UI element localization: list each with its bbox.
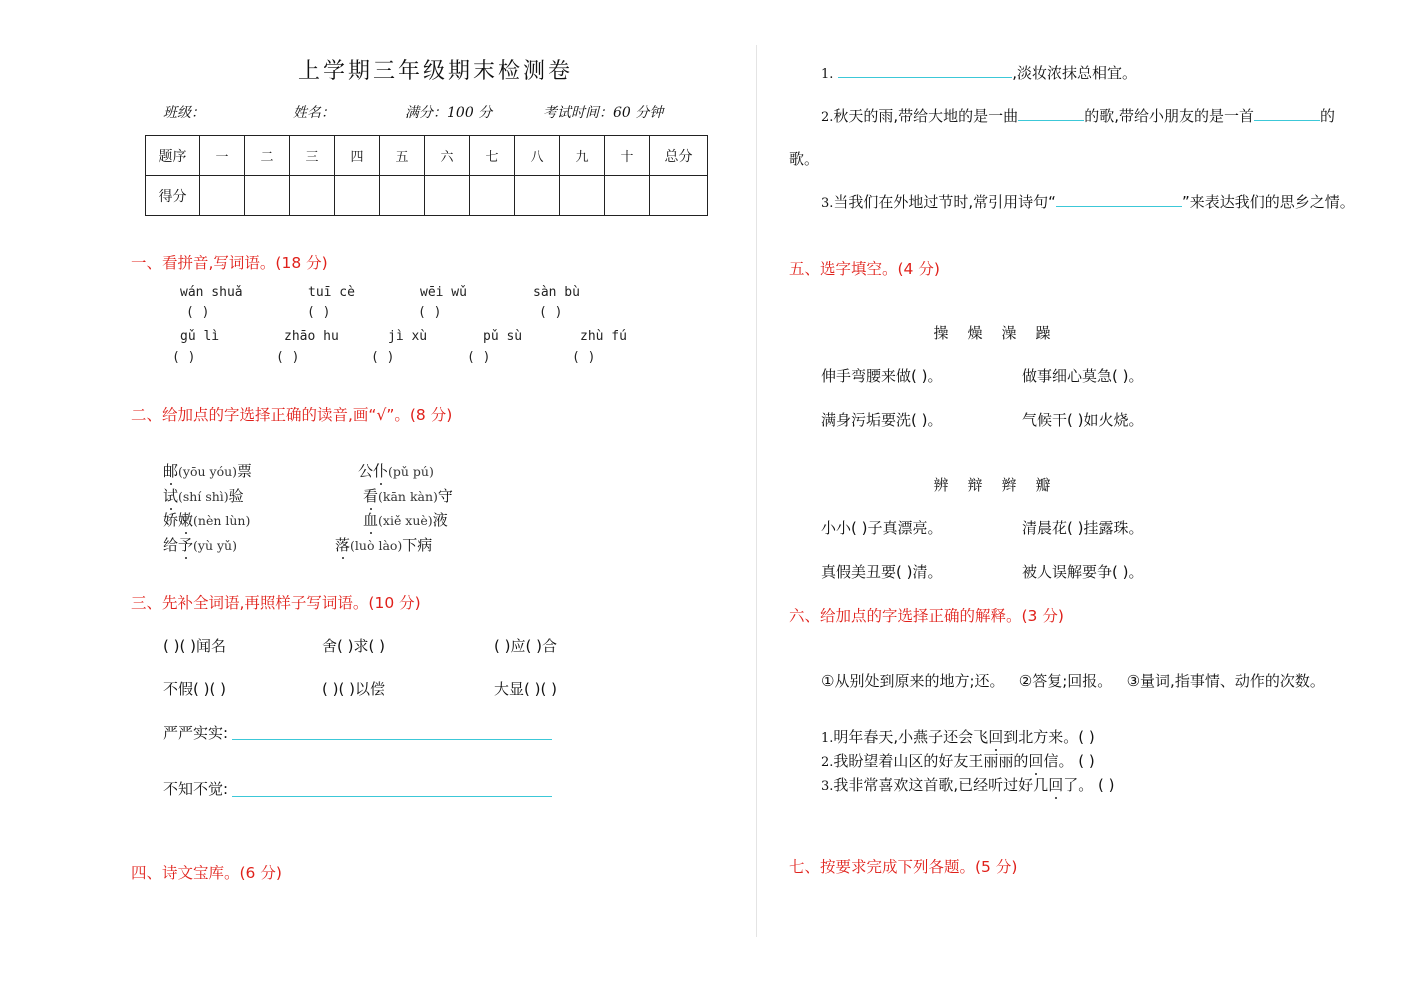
meaning-question-3: [821, 774, 1114, 795]
score-table-header-row: [146, 136, 708, 176]
question-text: 明年春天,小燕子还会飞: [833, 728, 989, 746]
idiom-fill[interactable]: ( )应( )合: [494, 637, 557, 655]
dotted-char: 试: [163, 487, 179, 505]
reading-item: [163, 460, 252, 481]
score-cell[interactable]: [605, 176, 650, 216]
score-cell[interactable]: [245, 176, 290, 216]
fill-item[interactable]: 小小( )子真漂亮。: [821, 519, 943, 537]
example-label: 严严实实:: [163, 724, 229, 742]
reading-suffix: 验: [228, 487, 244, 505]
full-score: 满分：100 分: [405, 105, 493, 121]
reading-options[interactable]: (yōu yóu): [178, 464, 238, 479]
dotted-char: 嫩: [178, 511, 194, 529]
answer-blank[interactable]: ( ): [276, 350, 300, 365]
answer-slot[interactable]: 到北方来。( ): [1003, 728, 1095, 746]
poem-question-3: [821, 191, 1355, 212]
section4-title: 四、诗文宝库。(6 分): [131, 864, 282, 882]
question-text: ”来表达我们的思乡之情。: [1181, 193, 1355, 211]
dotted-char: 落: [335, 536, 351, 554]
score-table-score-row: [146, 176, 708, 216]
reading-item: [363, 485, 453, 506]
table-column-7: 七: [470, 136, 515, 176]
question-number: 3.: [821, 779, 834, 794]
dotted-char: 血: [363, 511, 379, 529]
reading-item: [163, 485, 244, 506]
question-number: 1.: [821, 67, 834, 82]
idiom-fill[interactable]: 大显( )( ): [494, 680, 557, 698]
pinyin-item: pǔ sù: [483, 329, 523, 344]
idiom-fill[interactable]: 舍( )求( ): [322, 637, 385, 655]
pinyin-item: wēi wǔ: [420, 285, 467, 300]
question-text: 我盼望着山区的好友王丽丽的: [833, 752, 1029, 770]
pinyin-item: wán shuǎ: [180, 285, 243, 300]
reading-options[interactable]: (yù yǔ): [193, 538, 237, 553]
answer-blank[interactable]: ( ): [307, 305, 331, 320]
pinyin-item: tuī cè: [308, 285, 355, 300]
section6-title: 六、给加点的字选择正确的解释。(3 分): [789, 607, 1064, 625]
poem-question-2: [821, 105, 1335, 126]
question-text: 的歌,带给小朋友的是一首: [1084, 107, 1254, 125]
choice-char: 瓣: [1035, 476, 1051, 494]
reading-options[interactable]: (shí shì): [178, 489, 229, 504]
choice-char: 辫: [1001, 476, 1017, 494]
score-cell[interactable]: [425, 176, 470, 216]
pinyin-item: sàn bù: [533, 285, 580, 300]
dotted-char: 回: [988, 728, 1004, 746]
answer-slot[interactable]: 信。 ( ): [1043, 752, 1095, 770]
reading-item: [363, 509, 448, 530]
score-cell[interactable]: [560, 176, 605, 216]
question-text: 歌。: [789, 150, 820, 168]
choice-char: 操: [933, 324, 949, 342]
dotted-char: 仆: [373, 462, 389, 480]
reading-suffix: 守: [437, 487, 453, 505]
answer-blank[interactable]: ( ): [418, 305, 442, 320]
score-cell[interactable]: [335, 176, 380, 216]
definition-options: ①从别处到原来的地方;还。 ②答复;回报。 ③量词,指事情、动作的次数。: [821, 672, 1325, 690]
answer-blank[interactable]: ( ): [172, 350, 196, 365]
pinyin-item: gǔ lì: [180, 329, 220, 344]
exam-time: 考试时间：60 分钟: [543, 105, 664, 121]
fill-item[interactable]: 真假美丑要( )清。: [821, 563, 943, 581]
score-cell[interactable]: [515, 176, 560, 216]
score-cell[interactable]: [290, 176, 335, 216]
score-table: [145, 135, 708, 216]
table-column-4: 四: [335, 136, 380, 176]
meaning-question-2: [821, 750, 1095, 771]
answer-blank[interactable]: [1056, 192, 1182, 207]
reading-item: [335, 534, 432, 555]
question-text: 我非常喜欢这首歌,已经听过好几: [833, 776, 1049, 794]
total-score-cell[interactable]: [650, 176, 708, 216]
answer-blank[interactable]: ( ): [371, 350, 395, 365]
section2-title: 二、给加点的字选择正确的读音,画“√”。(8 分): [131, 406, 453, 424]
table-score-label: 得分: [146, 176, 200, 216]
answer-blank[interactable]: ( ): [186, 305, 210, 320]
table-header-cell: 题序: [146, 136, 200, 176]
class-label: 班级：: [163, 105, 205, 121]
idiom-fill[interactable]: ( )( )以偿: [322, 680, 385, 698]
plain-char: 娇: [163, 511, 179, 529]
reading-suffix: 液: [432, 511, 448, 529]
answer-line[interactable]: [232, 796, 552, 797]
fill-item[interactable]: 清晨花( )挂露珠。: [1022, 519, 1144, 537]
answer-blank[interactable]: [838, 63, 1012, 78]
question-number: 2.: [821, 110, 834, 125]
table-column-1: 一: [200, 136, 245, 176]
question-text: ,淡妆浓抹总相宜。: [1012, 64, 1137, 82]
answer-blank[interactable]: [1254, 106, 1320, 121]
plain-char: 给: [163, 536, 179, 554]
table-column-2: 二: [245, 136, 290, 176]
score-cell[interactable]: [200, 176, 245, 216]
answer-blank[interactable]: ( ): [467, 350, 491, 365]
reading-item: [163, 534, 237, 555]
dotted-char: 予: [178, 536, 194, 554]
score-cell[interactable]: [380, 176, 425, 216]
page-divider: [756, 45, 757, 937]
question-text: 当我们在外地过节时,常引用诗句“: [833, 193, 1056, 211]
pinyin-item: zhāo hu: [284, 329, 339, 344]
name-label: 姓名：: [293, 105, 335, 121]
fill-item[interactable]: 做事细心莫急( )。: [1022, 367, 1144, 385]
reading-suffix: 票: [237, 462, 253, 480]
reading-options[interactable]: (kān kàn): [378, 489, 438, 504]
idiom-fill[interactable]: 不假( )( ): [163, 680, 226, 698]
section1-title: 一、看拼音,写词语。(18 分): [131, 254, 328, 272]
choice-char: 澡: [1001, 324, 1017, 342]
example-label: 不知不觉:: [163, 780, 229, 798]
dotted-char: 回: [1048, 776, 1064, 794]
reading-item: [358, 460, 434, 481]
dotted-char: 邮: [163, 462, 179, 480]
table-column-5: 五: [380, 136, 425, 176]
poem-question-1: [821, 62, 1137, 83]
fill-item[interactable]: 满身污垢要洗( )。: [821, 411, 943, 429]
reading-options[interactable]: (nèn lùn): [193, 513, 251, 528]
question-number: 2.: [821, 755, 834, 770]
table-column-3: 三: [290, 136, 335, 176]
score-cell[interactable]: [470, 176, 515, 216]
question-number: 3.: [821, 196, 834, 211]
dotted-char: 看: [363, 487, 379, 505]
fill-item[interactable]: 伸手弯腰来做( )。: [821, 367, 943, 385]
question-text: 秋天的雨,带给大地的是一曲: [833, 107, 1019, 125]
question-number: 1.: [821, 731, 834, 746]
answer-blank[interactable]: ( ): [539, 305, 563, 320]
answer-line[interactable]: [232, 739, 552, 740]
table-column-8: 八: [515, 136, 560, 176]
pinyin-item: jì xù: [388, 329, 428, 344]
char-choices-2: [924, 474, 1060, 495]
table-total-header: 总分: [650, 136, 708, 176]
page-title: 上学期三年级期末检测卷: [298, 59, 574, 84]
table-column-9: 九: [560, 136, 605, 176]
choice-char: 躁: [1035, 324, 1051, 342]
reading-options[interactable]: (pǔ pú): [388, 464, 434, 479]
question-text: 的: [1319, 107, 1335, 125]
section5-title: 五、选字填空。(4 分): [789, 260, 940, 278]
answer-blank[interactable]: [1018, 106, 1084, 121]
plain-char: 公: [358, 462, 374, 480]
fill-item[interactable]: 气候干( )如火烧。: [1022, 411, 1144, 429]
char-choices-1: [924, 322, 1060, 343]
answer-blank[interactable]: ( ): [572, 350, 596, 365]
section3-title: 三、先补全词语,再照样子写词语。(10 分): [131, 594, 421, 612]
reading-options[interactable]: (xiě xuè): [378, 513, 433, 528]
choice-char: 燥: [967, 324, 983, 342]
table-column-10: 十: [605, 136, 650, 176]
reading-item: [163, 509, 250, 530]
idiom-fill[interactable]: ( )( )闻名: [163, 637, 226, 655]
table-column-6: 六: [425, 136, 470, 176]
reading-suffix: 下病: [402, 536, 433, 554]
choice-char: 辩: [967, 476, 983, 494]
meaning-question-1: [821, 726, 1095, 747]
pinyin-item: zhù fú: [580, 329, 627, 344]
section7-title: 七、按要求完成下列各题。(5 分): [789, 858, 1018, 876]
dotted-char: 回: [1028, 752, 1044, 770]
fill-item[interactable]: 被人误解要争( )。: [1022, 563, 1144, 581]
reading-options[interactable]: (luò lào): [350, 538, 403, 553]
choice-char: 辨: [933, 476, 949, 494]
answer-slot[interactable]: 了。 ( ): [1063, 776, 1115, 794]
